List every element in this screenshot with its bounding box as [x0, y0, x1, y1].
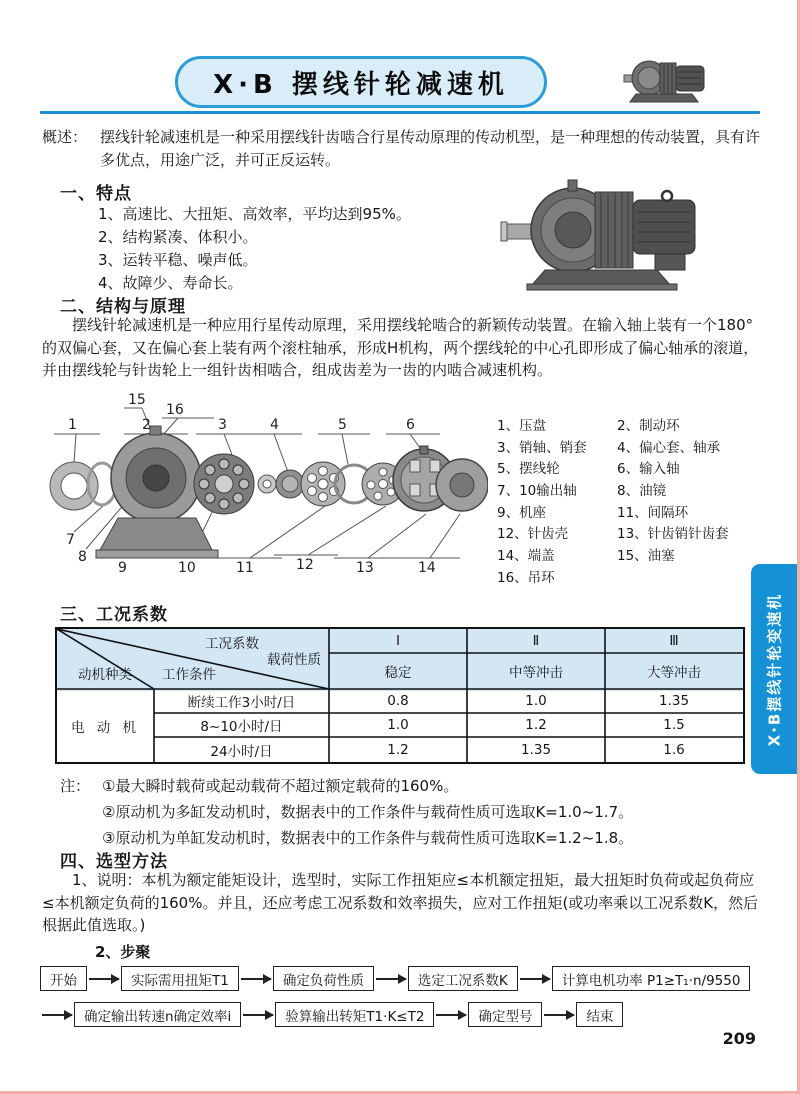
svg-text:14: 14: [418, 560, 436, 576]
feature-item: 2、结构紧凑、体积小。: [98, 228, 258, 246]
flow-arrow-icon: [376, 978, 406, 980]
svg-text:15: 15: [128, 392, 146, 408]
coefficient-value: 1.35: [658, 693, 690, 709]
svg-text:6: 6: [406, 417, 415, 433]
svg-text:12: 12: [296, 557, 314, 573]
note-item: ②原动机为多缸发动机时，数据表中的工作条件与载荷性质可选取K=1.0~1.7。: [102, 803, 634, 821]
coefficients-heading: 三、工况系数: [60, 605, 168, 625]
exploded-parts-art: [50, 426, 488, 558]
table-notes: [60, 773, 633, 851]
feature-item: 1、高速比、大扭矩、高效率，平均达到95%。: [98, 205, 411, 223]
part-item: 9、机座: [497, 504, 547, 521]
flow-arrow-icon: [42, 1014, 72, 1016]
coefficient-value: 1.5: [663, 717, 685, 733]
flow-arrow-icon: [243, 1014, 273, 1016]
svg-text:8: 8: [78, 549, 87, 565]
header-divider: [40, 111, 760, 114]
grade-header: Ⅱ: [532, 633, 540, 649]
page-title: [175, 56, 547, 108]
flow-arrow-icon: [520, 978, 550, 980]
part-item: 6、输入轴: [617, 461, 680, 478]
svg-text:10: 10: [178, 560, 196, 576]
selection-heading: 四、选型方法: [60, 852, 168, 872]
part-item: 16、吊环: [497, 569, 555, 586]
page-title-text: X·B 摆线针轮减速机: [213, 69, 509, 100]
condition-cell: 8~10小时/日: [200, 719, 283, 735]
condition-cell: 24小时/日: [210, 743, 273, 760]
notes-label: 注：: [60, 777, 91, 795]
corner-label-coefficient: 工况系数: [205, 636, 259, 652]
svg-text:1: 1: [68, 417, 77, 433]
part-item: 13、针齿销针齿套: [617, 526, 729, 543]
part-item: 3、销轴、销套: [497, 439, 587, 456]
flow-step-coefficient-k: 选定工况系数K: [408, 966, 518, 991]
exploded-parts-diagram: [38, 386, 488, 594]
coefficient-value: 1.2: [387, 741, 409, 758]
overview-paragraph: [42, 126, 764, 172]
flow-step-verify-torque: 验算输出转矩T1·K≤T2: [275, 1002, 434, 1027]
svg-text:11: 11: [236, 560, 254, 576]
coefficient-value: 1.6: [663, 741, 685, 758]
condition-cell: 断续工作3小时/日: [187, 695, 296, 711]
corner-label-load-nature: 载荷性质: [267, 652, 321, 668]
principle-text: 摆线针轮减速机是一种应用行星传动原理，采用摆线轮啮合的新颖传动装置。在输入轴上装有一个180°的双偏心套，又在偏心套上装有两个滚柱轴承，形成H机构，两个摆线轮的中心孔即形成了偏心轴承的滚道，并由摆线轮与针齿轮上一组针齿相啮合，组成齿差为一齿的内啮合减速机构。: [42, 316, 759, 379]
gearmotor-photo: [497, 172, 705, 294]
side-tab: [751, 564, 797, 774]
principle-heading: 二、结构与原理: [60, 297, 186, 317]
steps-heading: 2、步聚: [95, 943, 151, 961]
flow-step-motor-power: 计算电机功率 P1≥T₁·n/9550: [552, 966, 751, 991]
coefficient-value: 1.35: [520, 741, 552, 758]
feature-item: 3、运转平稳、噪声低。: [98, 251, 258, 269]
part-item: 14、端盖: [497, 547, 555, 564]
part-item: 5、摆线轮: [497, 461, 560, 478]
flow-step-load-nature: 确定负荷性质: [273, 966, 374, 991]
svg-text:5: 5: [338, 417, 347, 433]
feature-item: 4、故障少、寿命长。: [98, 274, 243, 292]
note-item: ③原动机为单缸发动机时，数据表中的工作条件与载荷性质可选取K=1.2~1.8。: [102, 829, 634, 847]
svg-text:3: 3: [218, 417, 227, 433]
corner-label-work-condition: 工作条件: [162, 667, 216, 683]
flow-step-end: 结束: [576, 1002, 623, 1027]
part-item: 1、压盘: [497, 417, 547, 434]
svg-text:7: 7: [66, 532, 75, 548]
part-item: 15、油塞: [617, 547, 675, 564]
part-item: 7、10输出轴: [497, 482, 577, 499]
coefficient-value: 1.0: [525, 693, 547, 709]
flow-arrow-icon: [241, 978, 271, 980]
grade-header: Ⅲ: [669, 633, 679, 649]
part-item: 2、制动环: [617, 417, 680, 434]
flow-step-output-speed: 确定输出转速n确定效率i: [74, 1002, 241, 1027]
svg-text:4: 4: [270, 417, 279, 433]
svg-text:13: 13: [356, 560, 374, 576]
part-item: 12、针齿壳: [497, 526, 569, 543]
note-item: ①最大瞬时载荷或起动载荷不超过额定载荷的160%。: [102, 777, 459, 795]
corner-label-machine-kind: 动机种类: [78, 667, 132, 683]
notes-list: [102, 773, 633, 851]
side-tab-label: X·B摆线针轮变速机: [765, 592, 784, 746]
flow-arrow-icon: [89, 978, 119, 980]
flow-arrow-icon: [436, 1014, 466, 1016]
flow-step-start: 开始: [40, 966, 87, 991]
selection-flowchart-row2: [40, 1002, 776, 1027]
overview-label: 概述：: [42, 128, 88, 146]
svg-text:2: 2: [142, 417, 151, 433]
coefficient-value: 1.2: [525, 717, 547, 733]
parts-list: [497, 413, 749, 587]
load-type-header: 大等冲击: [647, 665, 701, 681]
flow-step-model: 确定型号: [468, 1002, 542, 1027]
coefficients-table: [55, 627, 745, 764]
selection-flowchart-row1: [40, 966, 776, 991]
features-list: [98, 203, 411, 295]
grade-header: Ⅰ: [396, 633, 400, 649]
load-type-header: 稳定: [384, 665, 412, 681]
load-type-header: 中等冲击: [509, 665, 563, 681]
part-item: 11、间隔环: [617, 504, 689, 521]
machine-type-cell: 电 动 机: [70, 719, 141, 736]
svg-text:16: 16: [166, 402, 184, 418]
flow-step-required-torque: 实际需用扭矩T1: [121, 966, 239, 991]
features-heading: 一、特点: [60, 184, 132, 204]
gearmotor-photo-small-icon: [622, 50, 712, 108]
flow-arrow-icon: [544, 1014, 574, 1016]
selection-description: 1、说明：本机为额定能矩设计，选型时，实际工作扭矩应≤本机额定扭矩，最大扭矩时负荷或起负荷应≤本机额定负荷的160%。并且，还应考虑工况系数和效率损失，应对工作扭矩(或功率乘以工况系数K，然后根据此值选取。): [42, 871, 759, 934]
part-item: 4、偏心套、轴承: [617, 439, 721, 456]
svg-text:9: 9: [118, 560, 127, 576]
overview-text: 摆线针轮减速机是一种采用摆线针齿啮合行星传动原理的传动机型，是一种理想的传动装置，具有许多优点，用途广泛，并可正反运转。: [100, 128, 761, 169]
part-item: 8、油镜: [617, 482, 667, 499]
coefficient-value: 1.0: [387, 717, 409, 733]
coefficient-value: 0.8: [387, 693, 409, 709]
page-number: 209: [722, 1029, 756, 1048]
